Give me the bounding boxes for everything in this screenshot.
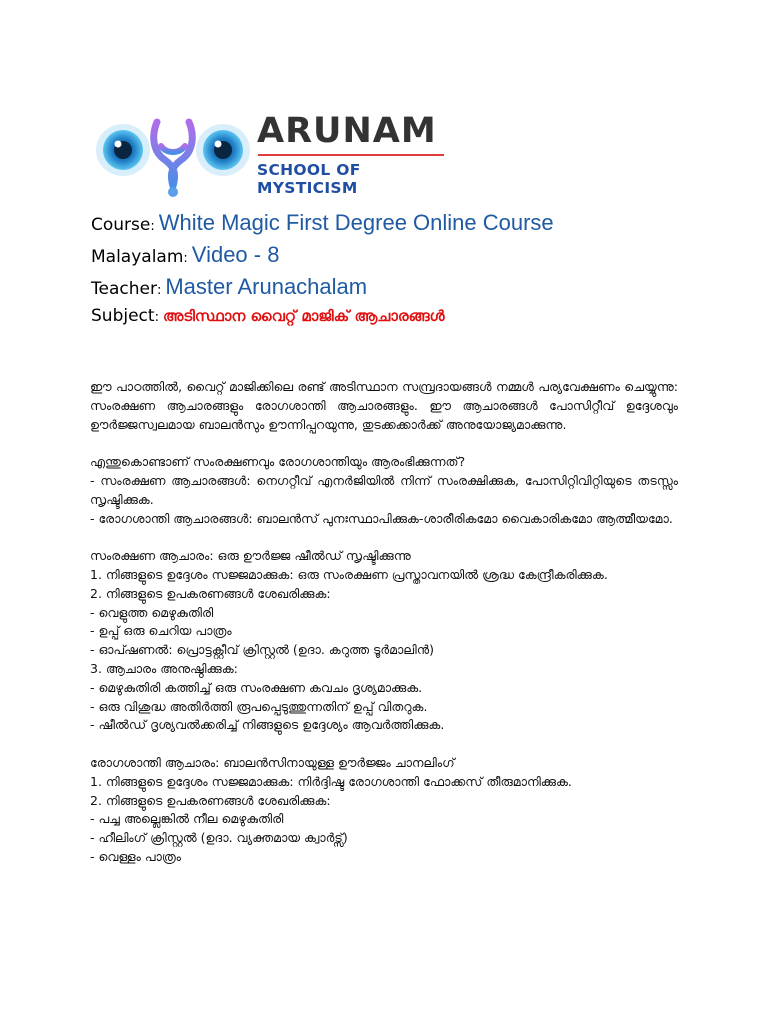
subject-label: Subject — [91, 306, 155, 326]
subject-separator: : — [154, 310, 159, 325]
healing-step-1: 1. നിങ്ങളുടെ ഉദ്ദേശം സജ്ജമാക്കുക: നിർദ്ദിഷ്ട രോഗശാന്തി ഫോക്കസ് തീരുമാനിക്കുക. — [90, 773, 572, 789]
protection-ritual-heading: സംരക്ഷണ ആചാരം: ഒരു ഊർജ്ജ ഷീൽഡ് സൃഷ്ടിക്കുന്നു — [90, 548, 411, 564]
brand-subtitle: SCHOOL OF MYSTICISM — [257, 161, 361, 197]
logo-text — [257, 111, 458, 197]
protection-tool-item: - വെളുത്ത മെഴുകുതിരി — [90, 604, 214, 620]
protection-action-item: - ഷീൽഡ് ദൃശ്യവൽക്കരിച്ച് നിങ്ങളുടെ ഉദ്ദേശ്യം ആവർത്തിക്കുക. — [90, 717, 445, 733]
subject-row — [91, 306, 554, 338]
subject-value: അടിസ്ഥാന വൈറ്റ് മാജിക് ആചാരങ്ങൾ — [162, 307, 445, 325]
course-label: Course — [91, 215, 151, 235]
language-separator: : — [183, 251, 188, 266]
eye-symbol-logo-icon — [93, 106, 253, 202]
language-label: Malayalam — [91, 247, 184, 267]
language-value: Video - 8 — [191, 242, 280, 267]
brand-divider — [258, 154, 444, 156]
language-row — [91, 242, 554, 274]
why-heading: എന്തുകൊണ്ടാണ് സംരക്ഷണവും രോഗശാന്തിയും ആരംഭിക്കുന്നത്? — [90, 454, 466, 470]
teacher-value: Master Arunachalam — [165, 274, 368, 299]
healing-step-2: 2. നിങ്ങളുടെ ഉപകരണങ്ങൾ ശേഖരിക്കുക: — [90, 792, 331, 808]
protection-tool-item: - ഓപ്ഷണൽ: പ്രൊട്ടക്റ്റീവ് ക്രിസ്റ്റൽ (ഉദാ. കറുത്ത ടൂർമാലിൻ) — [90, 642, 435, 658]
healing-tool-item: - വെള്ളം പാത്രം — [90, 848, 181, 864]
intro-paragraph: ഈ പാഠത്തിൽ, വൈറ്റ് മാജിക്കിലെ രണ്ട് അടിസ്ഥാന സമ്പ്രദായങ്ങൾ നമ്മൾ പര്യവേക്ഷണം ചെയ്യുന്നു: സംരക്ഷണ ആചാരങ്ങളും രോഗശാന്തി ആചാരങ്ങളും. ഈ ആചാരങ്ങൾ പോസിറ്റീവ് ഉദ്ദേശവും ഊർജ്ജസ്വലമായ ബാലൻസും ഊന്നിപ്പറയുന്നു, തുടക്കക്കാർക്ക് അനുയോജ്യമാക്കുന്നു. — [90, 379, 678, 432]
teacher-label: Teacher — [91, 279, 157, 299]
healing-tool-item: - പച്ച അല്ലെങ്കിൽ നീല മെഴുകുതിരി — [90, 811, 284, 827]
protection-step-3: 3. ആചാരം അനുഷ്ഠിക്കുക: — [90, 660, 238, 676]
brand-name: ARUNAM — [257, 111, 437, 151]
protection-step-1: 1. നിങ്ങളുടെ ഉദ്ദേശം സജ്ജമാക്കുക: ഒരു സംരക്ഷണ പ്രസ്താവനയിൽ ശ്രദ്ധ കേന്ദ്രീകരിക്കുക. — [90, 566, 608, 582]
healing-ritual-heading: രോഗശാന്തി ആചാരം: ബാലൻസിനായുള്ള ഊർജ്ജം ചാനലിംഗ് — [90, 754, 455, 770]
healing-tool-item: - ഹീലിംഗ് ക്രിസ്റ്റൽ (ഉദാ. വ്യക്തമായ ക്വാർട്സ്) — [90, 830, 348, 846]
protection-action-item: - മെഴുകുതിരി കത്തിച്ച് ഒരു സംരക്ഷണ കവചം ദൃശ്യമാക്കുക. — [90, 679, 423, 695]
teacher-row — [91, 274, 554, 306]
teacher-separator: : — [156, 283, 162, 298]
course-meta — [91, 210, 554, 338]
arunam-logo — [93, 106, 458, 202]
protection-tool-item: - ഉപ്പ് ഒരു ചെറിയ പാത്രം — [90, 623, 232, 639]
course-separator: : — [150, 219, 155, 234]
course-row — [91, 210, 554, 242]
lesson-body — [90, 378, 678, 867]
protection-step-2: 2. നിങ്ങളുടെ ഉപകരണങ്ങൾ ശേഖരിക്കുക: — [90, 585, 331, 601]
protection-action-item: - ഒരു വിശുദ്ധ അതിർത്തി രൂപപ്പെടുത്തുന്നതിന് ഉപ്പ് വിതറുക. — [90, 698, 428, 714]
course-value: White Magic First Degree Online Course — [158, 210, 554, 235]
why-protection-item: - സംരക്ഷണ ആചാരങ്ങൾ: നെഗറ്റീവ് എനർജിയിൽ നിന്ന് സംരക്ഷിക്കുക, പോസിറ്റിവിറ്റിയുടെ തടസ്സം സൃഷ്ടിക്കുക. — [90, 472, 678, 507]
why-healing-item: - രോഗശാന്തി ആചാരങ്ങൾ: ബാലൻസ് പുനഃസ്ഥാപിക്കുക-ശാരീരികമോ വൈകാരികമോ ആത്മീയമോ. — [90, 510, 673, 526]
